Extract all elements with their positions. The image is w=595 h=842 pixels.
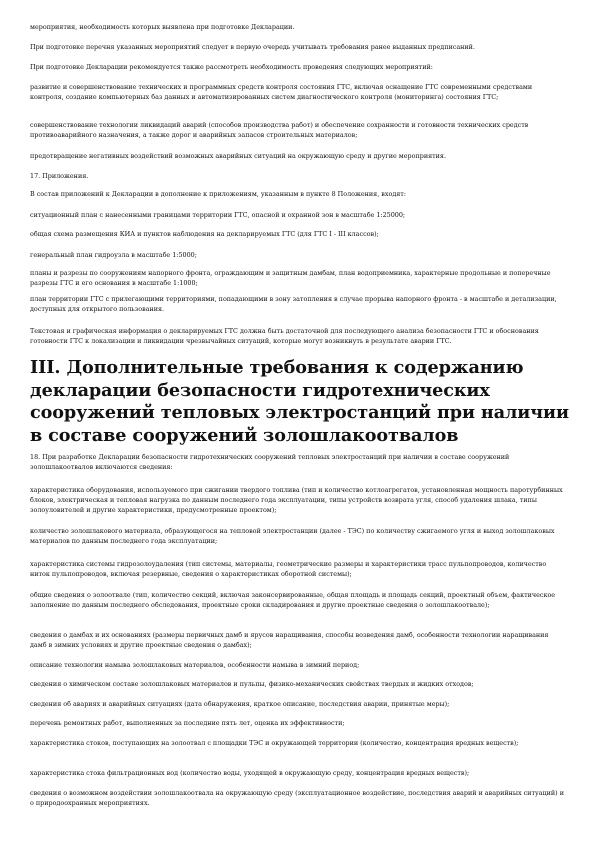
- paragraph-section-4: характеристика системы гидрозолоудаления (тип системы, материалы, геометрические размеры и характеристики трасс пульпопроводов, количество ниток пульпопроводов, включая резервные, сведения о характеристиках оборотной системы);: [30, 560, 547, 579]
- paragraph-section-7: описание технологии намыва золошлаковых материалов, особенности намыва в зимний период;: [30, 661, 360, 669]
- paragraph-section-9: сведения об авариях и аварийных ситуациях (дата обнаружения, краткое описание, последствия аварии, принятые меры);: [30, 700, 450, 708]
- paragraph-intro-10: общая схема размещения КИА и пунктов наблюдения на декларируемых ГТС (для ГТС I - III классов);: [30, 230, 379, 238]
- paragraph-intro-9: ситуационный план с нанесенными границами территории ГТС, опасной и охранной зон в масштабе 1:25000;: [30, 211, 406, 219]
- paragraph-section-3: количество золошлакового материала, образующегося на тепловой электростанции (далее - ТЭС) по количеству сжигаемого угля и выход золошлаковых материалов по данным последнего года эксплуатации;: [30, 527, 555, 546]
- paragraph-intro-4: развитие и совершенствование технических и программных средств контроля состояния ГТС, включая оснащение ГТС современными средствами контроля, создание компьютерных баз данных и автоматизированных систем диагностического контроля (мониторинга) состояния ГТС;: [30, 83, 533, 102]
- paragraph-intro-3: При подготовке Декларации рекомендуется также рассмотреть необходимость проведения следующих мероприятий:: [30, 63, 433, 71]
- paragraph-intro-8: В состав приложений к Декларации в дополнение к приложениям, указанным в пункте 8 Положения, входят:: [30, 190, 406, 198]
- section-heading: III. Дополнительные требования к содержанию декларации безопасности гидротехнических сооружений тепловых электростанций при наличии в составе сооружений золошлакоотвалов: [30, 357, 569, 446]
- paragraph-section-2: характеристика оборудования, используемого при сжигании твердого топлива (тип и количество котлоагрегатов, установленная мощность паротурбинных блоков, электрическая и тепловая нагрузка по данным последнего года эксплуатации, типы устройств возврата угля, способ удаления шлака, типы золоуловителей и другие характеристики, предусмотренные проектом);: [30, 486, 563, 515]
- paragraph-intro-14: Текстовая и графическая информация о декларируемых ГТС должна быть достаточной для последующего анализа безопасности ГТС и обоснования готовности ГТС к локализации и ликвидации чрезвычайных ситуаций, которые могут возникнуть в результате аварии ГТС.: [30, 327, 539, 346]
- paragraph-intro-11: генеральный план гидроузла в масштабе 1:5000;: [30, 251, 197, 259]
- paragraph-section-11: характеристика стоков, поступающих на золоотвал с площадки ТЭС и окружающей территории (количество, концентрация вредных веществ);: [30, 739, 519, 747]
- paragraph-intro-1: мероприятия, необходимость которых выявлена при подготовке Декларации.: [30, 23, 295, 31]
- paragraph-intro-6: предотвращение негативных воздействий возможных аварийных ситуаций на окружающую среду и другие мероприятия.: [30, 152, 446, 160]
- paragraph-intro-12: планы и разрезы по сооружениям напорного фронта, ограждающим и защитным дамбам, план водоприемника, характерные продольные и поперечные разрезы ГТС и его основания в масштабе 1:1000;: [30, 269, 551, 288]
- paragraph-intro-2: При подготовке перечня указанных мероприятий следует в первую очередь учитывать требования ранее выданных предписаний.: [30, 43, 475, 51]
- paragraph-item-18: 18. При разработке Декларации безопасности гидротехнических сооружений тепловых электростанций при наличии в составе сооружений золошлакоотвалов включаются сведения:: [30, 453, 510, 472]
- paragraph-section-6: сведения о дамбах и их основаниях (размеры первичных дамб и ярусов наращивания, способы возведения дамб, особенности технологии наращивания дамб в зимних условиях и другие проектные сведения о дамбах);: [30, 631, 549, 650]
- paragraph-intro-5: совершенствование технологии ликвидаций аварий (способов производства работ) и обеспечение сохранности и готовности технических средств противоаварийного назначения, а также дорог и аварийных запасов строительных материалов;: [30, 121, 529, 140]
- paragraph-section-12: характеристика стока фильтрационных вод (количество воды, уходящей в окружающую среду, концентрация вредных веществ);: [30, 769, 470, 777]
- paragraph-section-8: сведения о химическом составе золошлаковых материалов и пульпы, физико-механических свойствах твердых и жидких отходов;: [30, 680, 474, 688]
- paragraph-section-5: общие сведения о золоотвале (тип, количество секций, включая законсервированные, общая площадь и площадь секций, проектный объем, фактическое заполнение по данным последнего обследования, проектные сроки складирования и другие проектные сведения о золошлакоотвале);: [30, 591, 556, 610]
- paragraph-section-13: сведения о возможном воздействии золошлакоотвала на окружающую среду (эксплуатационное воздействие, последствия аварий и аварийных ситуаций) и о природоохранных мероприятиях.: [30, 789, 564, 808]
- paragraph-item-17: 17. Приложения.: [30, 172, 89, 180]
- paragraph-intro-13: план территории ГТС с прилегающими территориями, попадающими в зону затопления в случае прорыва напорного фронта - в масштабе и детализации, доступных для открытого пользования.: [30, 295, 557, 314]
- paragraph-section-10: перечень ремонтных работ, выполненных за последние пять лет, оценка их эффективности;: [30, 719, 345, 727]
